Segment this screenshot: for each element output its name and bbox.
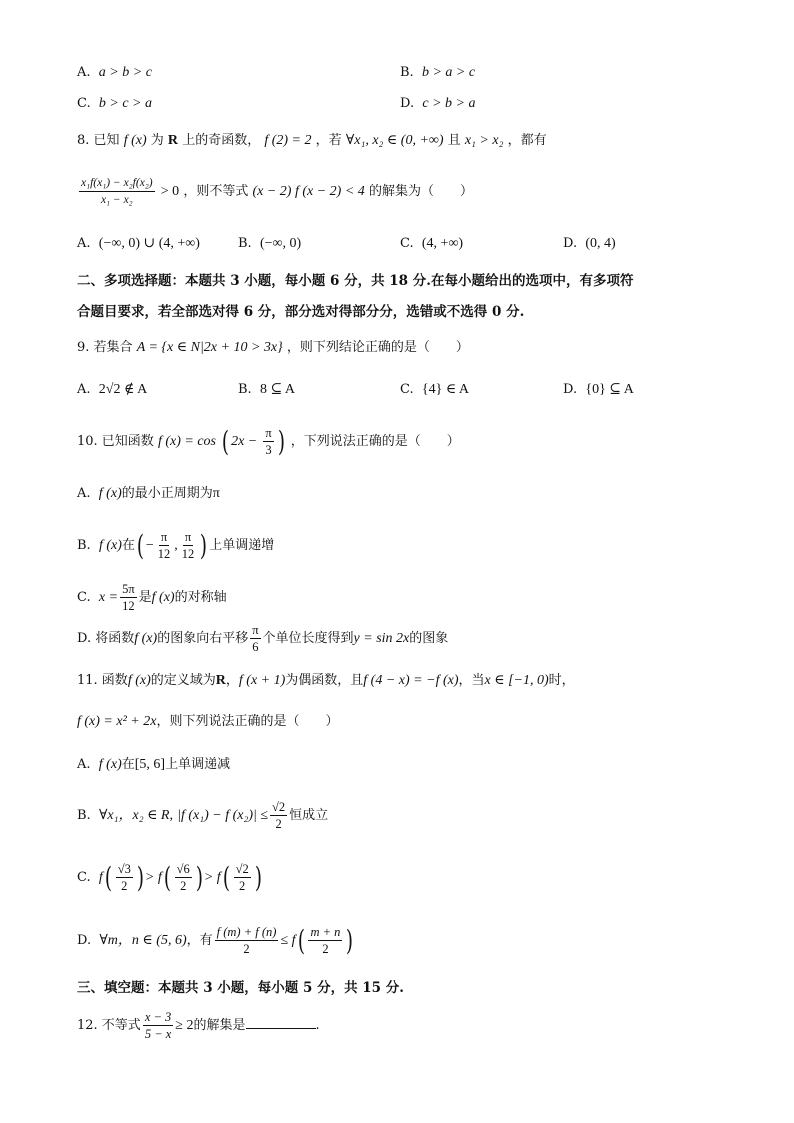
math: [5, 6] [134,757,166,772]
fraction-denominator: 6 [252,640,259,654]
option-label: D. [400,96,415,111]
fraction-numerator: √3 [117,862,131,876]
fraction-denominator: 12 [157,547,171,561]
option-label: B. [238,236,252,251]
option-label: B. [77,538,91,553]
math: |f (x₁) − f (x₂)| ≤ [177,808,269,823]
fraction-denominator: 2 [239,879,246,893]
option-label: B. [77,808,91,823]
text: 的解集为（ ） [368,184,473,199]
q7-option-c [77,94,152,114]
text: ，有 [186,933,213,948]
math: , [174,538,178,553]
option-expr: b > c > a [98,96,152,111]
text: 上单调递增 [209,538,275,553]
answer-blank[interactable] [246,1016,316,1029]
text: 将函数 [95,631,135,646]
right-paren: ) [136,860,144,894]
fraction [120,582,137,613]
option-expr: c > b > a [422,96,476,111]
q8-stem-line2 [77,174,473,210]
math: x₁ > x₂ [464,133,504,148]
text: 为偶函数，且 [285,673,364,688]
fraction-denominator: 12 [181,547,195,561]
math: (x − 2) f (x − 2) < 4 [252,184,365,199]
q10-option-b [77,526,274,566]
option-label: A. [77,382,91,397]
text: 上单调递减 [165,757,231,772]
option-expr: (0, 4) [585,236,616,251]
right-paren: ) [277,424,285,458]
text: ，则不等式 [183,184,249,199]
fraction-denominator: 2 [121,879,128,893]
option-label: B. [238,382,252,397]
text: 恒成立 [289,808,329,823]
option-label: A. [77,757,91,772]
math: f [157,870,162,885]
option-expr: 8 ⊆ A [259,382,296,397]
option-expr: b > a > c [421,65,476,80]
fraction [234,862,251,893]
math: − [145,538,154,553]
math: f (x + 1) [238,673,286,688]
option-label: A. [77,236,91,251]
text: 的定义域为 [150,673,216,688]
math: x = [98,590,119,605]
right-paren: ) [346,923,354,957]
math: f [216,870,221,885]
text: 10. 已知函数 [77,434,154,449]
q7-option-b [400,63,475,83]
q10-stem [77,422,460,462]
fraction-numerator: √2 [235,862,249,876]
fraction [156,530,173,561]
math: f (x) [127,673,151,688]
text: ，当 [458,673,485,688]
fraction-denominator: 5 − x [144,1027,172,1041]
text: . [315,1018,320,1033]
section-2-heading: 二、多项选择题：本题共 3 小题，每小题 6 分，共 18 分.在每小题给出的选项中，有多项符 [77,273,634,289]
math: f (x) [98,538,122,553]
q11-stem-line2 [77,712,338,732]
math: ≥ 2 [175,1018,194,1033]
q8-option-a [77,234,200,254]
option-label: C. [77,590,91,605]
fraction-numerator: x₁f(x₁) − x₂f(x₂) [79,176,155,192]
text: ， [225,673,239,688]
q11-option-a [77,755,230,775]
math: f (x) [134,631,158,646]
option-label: D. [563,382,578,397]
fraction-numerator: π [265,426,272,440]
option-expr: a > b > c [98,65,152,80]
fraction-denominator: 3 [265,443,272,457]
fraction-numerator: m + n [310,925,341,939]
option-label: C. [77,96,91,111]
text: ，若 [315,133,342,148]
option-label: B. [400,65,414,80]
option-label: C. [400,382,414,397]
q9-option-a [77,380,147,400]
math: ∀x₁，x₂ ∈ R, [98,808,173,823]
option-label: C. [400,236,414,251]
math: f (x) [98,486,122,501]
math: > [204,870,213,885]
section-2-heading-cont: 合题目要求，若全部选对得 6 分，部分选对得部分分，选错或不选得 0 分. [77,304,525,320]
fraction [263,426,273,457]
q7-option-d [400,94,475,114]
left-paren: ( [222,860,230,894]
right-paren: ) [200,528,208,562]
option-expr: (−∞, 0) [259,236,302,251]
q11-option-c [77,856,264,900]
fraction-numerator: π [184,530,192,544]
text: 是 [138,590,152,605]
math: A = {x ∈ N|2x + 10 > 3x} [136,340,283,355]
fraction [308,925,342,956]
q10-option-d [77,622,448,656]
math: ≤ f [280,933,296,948]
option-label: D. [77,631,92,646]
math: x ∈ [−1, 0) [484,673,549,688]
text: ，下列说法正确的是（ ） [290,434,460,449]
math: R [215,673,226,688]
option-expr: {0} ⊆ A [585,382,634,397]
option-expr: 2√2 ∉ A [98,382,148,397]
option-expr: (4, +∞) [421,236,464,251]
q7-option-a [77,63,152,83]
fraction [215,925,279,956]
q11-stem-line1 [77,671,575,691]
math: f [98,870,103,885]
fraction-denominator: 2 [243,942,250,956]
q10-option-c [77,580,227,616]
fraction-numerator: f (m) + f (n) [216,925,277,939]
text: 且 [447,133,461,148]
math: ∀m，n ∈ (5, 6) [99,933,187,948]
text: 的对称轴 [174,590,227,605]
left-paren: ( [297,923,305,957]
math: R [167,133,179,148]
fraction-numerator: 5π [122,582,135,596]
math: f (x) = x² + 2x [77,714,157,729]
fraction-denominator: 12 [122,599,135,613]
q9-option-c [400,380,469,400]
option-label: A. [77,486,91,501]
text: 时， [548,673,575,688]
text: 个单位长度得到 [262,631,354,646]
left-paren: ( [136,528,144,562]
right-paren: ) [254,860,262,894]
math: > 0 [160,184,180,199]
fraction-numerator: π [252,623,259,637]
fraction [143,1010,173,1041]
q9-option-b [238,380,295,400]
left-paren: ( [104,860,112,894]
q8-option-d [563,234,616,254]
text: 8. 已知 [77,133,120,148]
text: 上的奇函数， [182,133,261,148]
fraction [79,176,155,207]
math: ∀x₁, x₂ ∈ (0, +∞) [345,133,444,148]
fraction [175,862,192,893]
math: 2x − [231,434,258,449]
math: > [145,870,154,885]
fraction [250,623,260,654]
math: y = sin 2x [353,631,410,646]
text: 在 [121,757,135,772]
math: f (x) [151,590,175,605]
text: ，则下列结论正确的是（ ） [286,340,469,355]
q11-option-d [77,920,355,962]
q8-stem-line1 [77,131,547,151]
text: 的最小正周期为 [121,486,213,501]
text: 的图象向右平移 [157,631,249,646]
text: 9. 若集合 [77,340,133,355]
q12-stem [77,1008,320,1044]
text: 11. 函数 [77,673,128,688]
math: π [212,486,220,501]
option-expr: (−∞, 0) ∪ (4, +∞) [98,236,200,251]
fraction [270,800,287,831]
option-label: D. [563,236,578,251]
math: f (2) = 2 [264,133,312,148]
math: f (x) = cos [157,434,216,449]
option-label: D. [77,933,92,948]
fraction-denominator: 2 [275,817,282,831]
q8-option-b [238,234,301,254]
left-paren: ( [163,860,171,894]
q9-stem [77,338,469,358]
text: 的图象 [409,631,449,646]
text: 12. 不等式 [77,1018,141,1033]
text: ，则下列说法正确的是（ ） [156,714,339,729]
fraction-numerator: x − 3 [144,1010,172,1024]
fraction-denominator: 2 [180,879,187,893]
fraction-denominator: x₁ − x₂ [100,194,133,206]
text: 在 [121,538,135,553]
q9-option-d [563,380,634,400]
q11-option-b [77,797,328,835]
section-3-heading: 三、填空题：本题共 3 小题，每小题 5 分，共 15 分. [77,980,404,996]
math: f (4 − x) = −f (x) [363,673,459,688]
text: 的解集是 [193,1018,246,1033]
fraction-numerator: √6 [176,862,190,876]
option-label: A. [77,65,91,80]
fraction [180,530,197,561]
text: 为 [150,133,164,148]
q10-option-a [77,484,220,504]
left-paren: ( [222,424,230,458]
option-label: C. [77,870,91,885]
fraction-numerator: √2 [272,800,286,814]
q8-option-c [400,234,463,254]
fraction-numerator: π [160,530,168,544]
fraction [116,862,133,893]
math: f (x) [98,757,122,772]
math: f (x) [123,133,147,148]
text: ，都有 [507,133,547,148]
fraction-denominator: 2 [322,942,329,956]
right-paren: ) [195,860,203,894]
option-expr: {4} ∈ A [421,382,470,397]
